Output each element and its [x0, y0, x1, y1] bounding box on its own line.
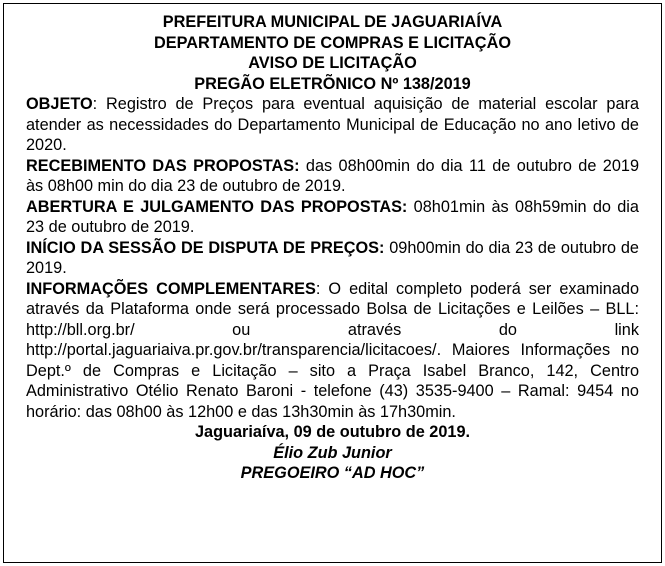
signatory-name: Élio Zub Junior [273, 443, 392, 462]
informacoes-label: INFORMAÇÕES COMPLEMENTARES [26, 279, 316, 298]
recebimento-label: RECEBIMENTO DAS PROPOSTAS: [26, 156, 300, 175]
abertura-paragraph [26, 197, 639, 238]
abertura-text: 08h01min às 08h59min do dia 23 de outubro de 2019. [26, 197, 639, 236]
objeto-text: : Registro de Preços para eventual aquisição de material escolar para atender as necessidades do Departamento Municipal de Educação no ano letivo de 2020. [26, 95, 639, 154]
recebimento-text: das 08h00min do dia 11 de outubro de 2019 às 08h00 min do dia 23 de outubro de 2019. [26, 156, 639, 195]
header-line-1: PREFEITURA MUNICIPAL DE JAGUARIAÍVA [162, 13, 503, 31]
informacoes-paragraph [26, 279, 639, 423]
licitation-notice [3, 3, 662, 563]
header-line-2: DEPARTAMENTO DE COMPRAS E LICITAÇÃO [154, 33, 511, 52]
recebimento-paragraph [26, 156, 639, 197]
signatory-role: PREGOEIRO “AD HOC” [240, 464, 425, 482]
header-line-3: AVISO DE LICITAÇÃO [248, 54, 417, 72]
inicio-paragraph [26, 238, 639, 279]
inicio-label: INÍCIO DA SESSÃO DE DISPUTA DE PREÇOS: [26, 238, 385, 257]
header-line-4: PREGÃO ELETRÕNICO Nº 138/2019 [194, 74, 471, 93]
place-date: Jaguariaíva, 09 de outubro de 2019. [194, 423, 471, 441]
objeto-paragraph [26, 94, 639, 156]
inicio-text: 09h00min do dia 23 de outubro de 2019. [26, 238, 639, 277]
abertura-label: ABERTURA E JULGAMENTO DAS PROPOSTAS: [26, 197, 408, 216]
informacoes-text: : O edital completo poderá ser examinado através da Plataforma onde será processado Bolsa de Licitações e Leilões – BLL: http://bll.org.br/ ou através do link http://portal.jaguariaiva.pr.gov.br/transparencia/licitacoes/. Maiores Informações no Dept.º de Compras e Licitação – sito a Praça Isabel Branco, 142, Centro Administrativo Otélio Renato Baroni - telefone (43) 3535-9400 – Ramal: 9454 no horário: das 08h00 às 12h00 e das 13h30min às 17h30min. [26, 279, 639, 421]
objeto-label: OBJETO [26, 95, 93, 113]
